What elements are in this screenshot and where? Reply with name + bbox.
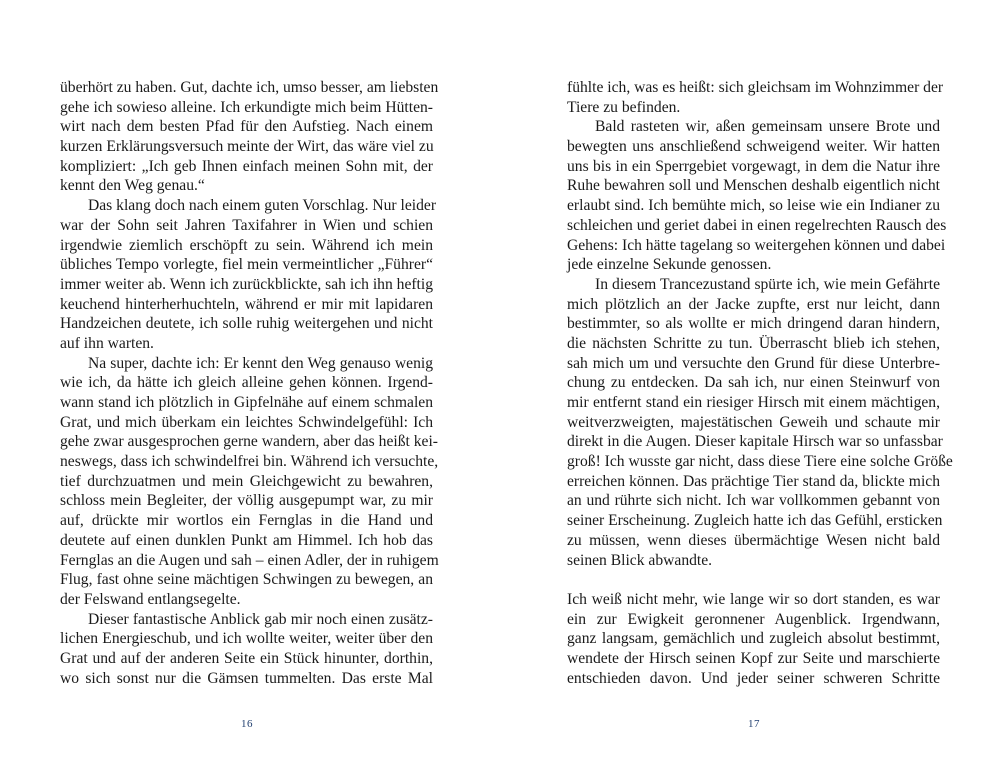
text-line: an und rührte sich nicht. Ich war vollkommen gebannt von <box>567 492 940 510</box>
text-line: neswegs, dass ich schwindelfrei bin. Während ich versuchte, <box>60 453 439 471</box>
text-line: Handzeichen deutete, ich solle ruhig weitergehen und nicht <box>60 315 433 333</box>
text-line: Tiere zu befinden. <box>567 98 681 116</box>
text-line: fühlte ich, was es heißt: sich gleichsam im Wohnzimmer der <box>567 79 944 96</box>
text-line: der Felswand entlangsegelte. <box>60 590 241 608</box>
text-line: Flug, fast ohne seine mächtigen Schwingen zu bewegen, an <box>60 571 433 589</box>
text-line: auf, drückte mir wortlos ein Fernglas in die Hand und <box>60 512 433 530</box>
text-line: Das klang doch nach einem guten Vorschlag. Nur leider <box>88 197 437 215</box>
text-line: kennt den Weg genau.“ <box>60 177 205 195</box>
text-line: Ruhe bewahren soll und Menschen deshalb eigentlich nicht <box>567 177 940 195</box>
text-line: Grat und auf der anderen Seite ein Stück hinunter, dorthin, <box>60 649 433 667</box>
text-line: schloss mein Begleiter, der völlig ausgepumpt war, zu mir <box>60 492 433 510</box>
text-line: übliches Tempo vorlegte, fiel mein vermeintlicher „Führer“ <box>60 256 433 274</box>
text-line: lichen Energieschub, und ich wollte weiter, weiter über den <box>60 630 433 648</box>
left-page-text <box>60 78 439 688</box>
text-line: Fernglas an die Augen und sah – einen Adler, der in ruhigem <box>60 551 439 569</box>
text-line: Bald rasteten wir, aßen gemeinsam unsere Brote und <box>595 118 940 136</box>
text-line: seinen Blick abwandte. <box>567 551 713 569</box>
text-line: bestimmter, so als wollte er mich dringend daran hindern, <box>567 315 940 333</box>
page-number-right: 17 <box>748 718 760 730</box>
text-line: erreichen können. Das prächtige Tier stand da, blickte mich <box>567 472 940 490</box>
text-line: kompliziert: „Ich geb Ihnen einfach meinen Sohn mit, der <box>60 157 433 175</box>
text-line: mich plötzlich an der Jacke zupfte, erst nur leicht, dann <box>567 295 940 313</box>
text-line: seiner Erscheinung. Zugleich hatte ich das Gefühl, ersticken <box>567 512 943 530</box>
text-line: entschieden davon. Und jeder seiner schweren Schritte <box>567 669 940 687</box>
text-line: weitverzweigten, majestätischen Geweih und schaute mir <box>567 413 940 431</box>
text-line: direkt in die Augen. Dieser kapitale Hirsch war so unfassbar <box>567 433 943 451</box>
text-line: keuchend hinterherhuchteln, während er mir mit lapidaren <box>60 295 433 313</box>
text-line: die nächsten Schritte zu tun. Überrascht blieb ich stehen, <box>567 334 940 352</box>
text-line: erlaubt sind. Ich bemühte mich, so leise wie ein Indianer zu <box>567 197 940 215</box>
text-line: zu müssen, wenn dieses übermächtige Wesen nicht bald <box>567 531 940 549</box>
text-line: jede einzelne Sekunde genossen. <box>567 256 772 274</box>
text-line: gehe ich sowieso alleine. Ich erkundigte mich beim Hütten- <box>60 98 433 116</box>
section-break <box>567 570 940 590</box>
text-line: In diesem Trancezustand spürte ich, wie mein Gefährte <box>595 275 940 293</box>
text-line: bewegten uns anschließend schweigend weiter. Wir hatten <box>567 138 940 156</box>
text-line: irgendwie ziemlich erschöpft zu sein. Während ich mein <box>60 236 433 254</box>
text-line: gehe zwar ausgesprochen gerne wandern, aber das heißt kei- <box>60 433 438 451</box>
text-line: deutete auf einen dunklen Punkt am Himmel. Ich hob das <box>60 531 433 549</box>
text-line: Grat, und mich überkam ein leichtes Schwindelgefühl: Ich <box>60 413 433 431</box>
text-line: mir entfernt stand ein riesiger Hirsch mit einem mächtigen, <box>567 394 940 411</box>
text-line: wo sich sonst nur die Gämsen tummelten. Das erste Mal <box>60 669 433 687</box>
text-line: ganz langsam, gemächlich und zugleich absolut bestimmt, <box>567 630 940 648</box>
text-line: wann stand ich plötzlich in Gipfelnähe auf einem schmalen <box>60 394 433 411</box>
text-line: wendete der Hirsch seinen Kopf zur Seite und marschierte <box>567 649 940 667</box>
text-line: auf ihn warten. <box>60 334 154 352</box>
text-line: war der Sohn seit Jahren Taxifahrer in Wien und schien <box>60 216 433 234</box>
text-line: immer weiter ab. Wenn ich zurückblickte, sah ich ihn heftig <box>60 275 434 293</box>
text-line: groß! Ich wusste gar nicht, dass diese Tiere eine solche Größe <box>567 453 953 471</box>
text-line: chung zu entdecken. Da sah ich, nur einen Steinwurf von <box>567 374 940 392</box>
page-number-left: 16 <box>241 718 253 730</box>
right-page-text <box>567 78 953 688</box>
text-line: uns bis in ein Sperrgebiet vorgewagt, in dem die Natur ihre <box>567 157 940 175</box>
text-line: tief durchzuatmen und mein Gleichgewicht zu bewahren, <box>60 472 433 490</box>
text-line: Gehens: Ich hätte tagelang so weitergehen können und dabei <box>567 236 946 254</box>
text-line: wirt nach dem besten Pfad für den Aufstieg. Nach einem <box>60 118 433 136</box>
text-line: Na super, dachte ich: Er kennt den Weg genauso wenig <box>88 354 433 372</box>
text-line: ein zur Ewigkeit geronnener Augenblick. Irgendwann, <box>567 610 940 628</box>
text-line: kurzen Erklärungsversuch meinte der Wirt, das wäre viel zu <box>60 138 434 156</box>
text-line: überhört zu haben. Gut, dachte ich, umso besser, am liebsten <box>60 79 439 96</box>
text-line: Ich weiß nicht mehr, wie lange wir so dort standen, es war <box>567 590 940 608</box>
text-line: sah mich um und versuchte den Grund für diese Unterbre- <box>567 354 940 372</box>
text-line: Dieser fantastische Anblick gab mir noch einen zusätz- <box>88 610 433 628</box>
text-line: schleichen und geriet dabei in einen regelrechten Rausch des <box>567 216 947 234</box>
text-line: wie ich, da hätte ich gleich alleine gehen können. Irgend- <box>60 374 433 392</box>
